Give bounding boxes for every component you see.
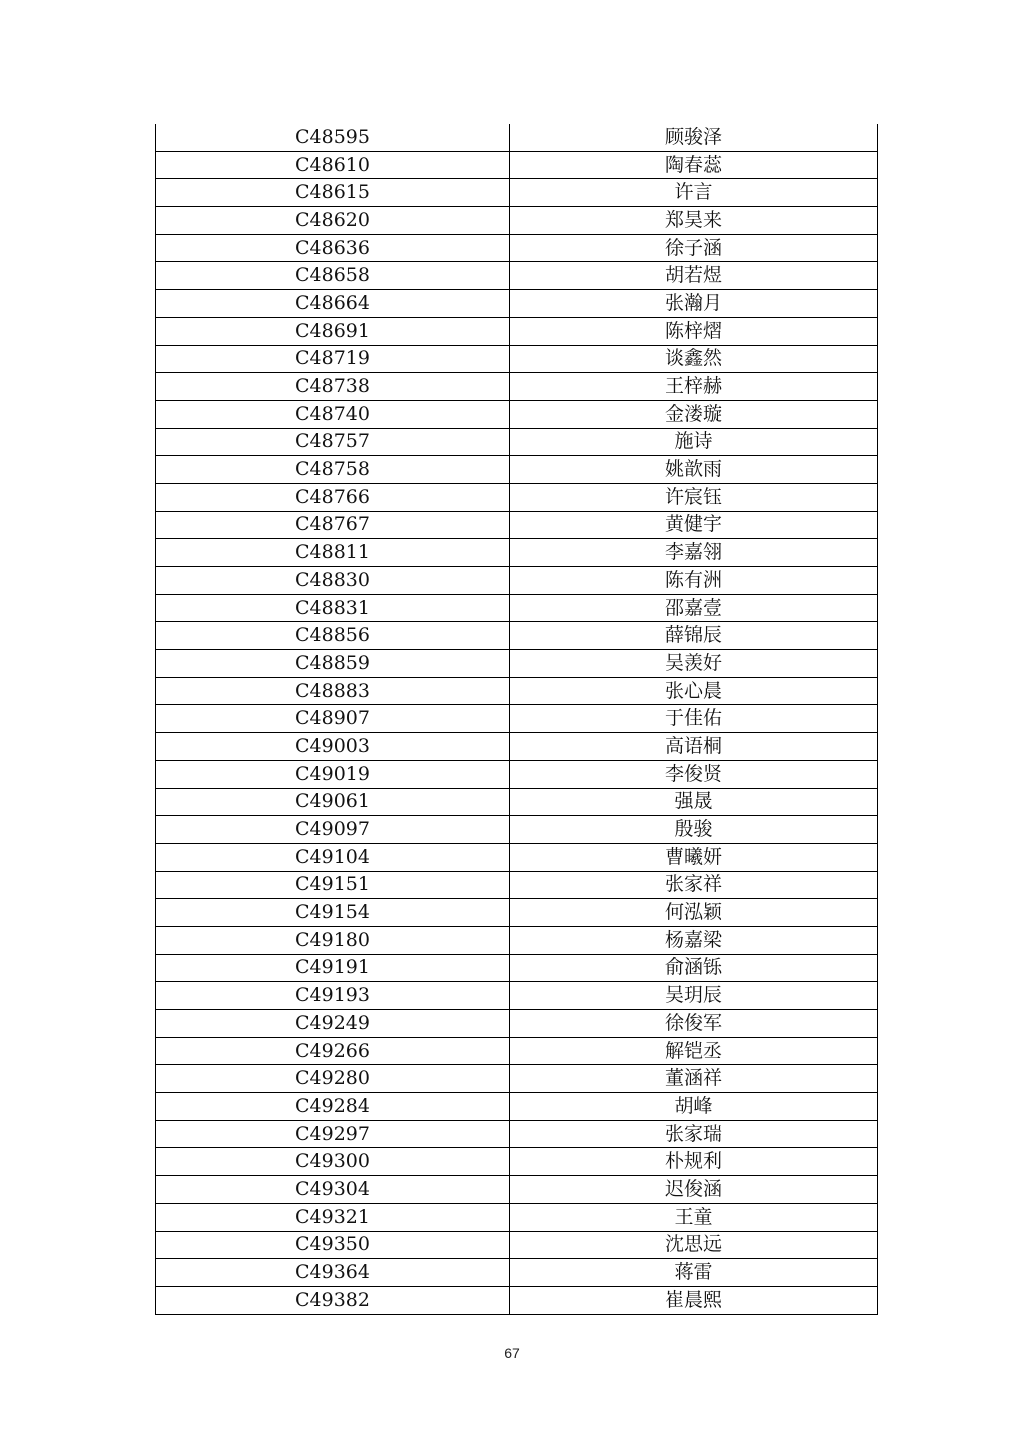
name-cell: 张心晨 [510,677,878,705]
name-cell: 张家祥 [510,871,878,899]
id-cell: C49019 [156,760,510,788]
id-cell: C49154 [156,899,510,927]
name-cell: 李俊贤 [510,760,878,788]
table-row [156,733,878,761]
table-row [156,207,878,235]
table-row [156,622,878,650]
table-row [156,760,878,788]
table-row [156,567,878,595]
table-row [156,373,878,401]
table-row [156,234,878,262]
name-cell: 郑昊来 [510,207,878,235]
name-cell: 吴玥辰 [510,982,878,1010]
table-row [156,954,878,982]
table-row [156,179,878,207]
id-cell: C48811 [156,539,510,567]
id-cell: C48691 [156,317,510,345]
id-cell: C49382 [156,1286,510,1314]
table-row [156,290,878,318]
id-cell: C49304 [156,1176,510,1204]
name-cell: 黄健宇 [510,511,878,539]
table-row [156,400,878,428]
name-cell: 顾骏泽 [510,124,878,151]
table-row [156,345,878,373]
table-row [156,677,878,705]
name-cell: 朴规利 [510,1148,878,1176]
id-cell: C49180 [156,926,510,954]
id-cell: C48767 [156,511,510,539]
name-cell: 吴羡好 [510,650,878,678]
id-cell: C49191 [156,954,510,982]
name-cell: 董涵祥 [510,1065,878,1093]
name-cell: 张瀚月 [510,290,878,318]
table-row [156,926,878,954]
name-cell: 何泓颖 [510,899,878,927]
table-row [156,843,878,871]
table-row [156,594,878,622]
table-row [156,1286,878,1314]
id-cell: C48883 [156,677,510,705]
table-row [156,1120,878,1148]
table-body [156,124,878,1314]
name-cell: 李嘉翎 [510,539,878,567]
table-row [156,1203,878,1231]
id-cell: C48766 [156,483,510,511]
table-row [156,428,878,456]
name-cell: 曹曦妍 [510,843,878,871]
name-cell: 崔晨熙 [510,1286,878,1314]
table-row [156,124,878,151]
id-cell: C48636 [156,234,510,262]
name-cell: 张家瑞 [510,1120,878,1148]
name-cell: 徐子涵 [510,234,878,262]
table-row [156,1231,878,1259]
name-cell: 薛锦辰 [510,622,878,650]
id-cell: C49364 [156,1259,510,1287]
id-cell: C49104 [156,843,510,871]
name-cell: 俞涵铄 [510,954,878,982]
table-row [156,871,878,899]
name-cell: 许言 [510,179,878,207]
id-cell: C48658 [156,262,510,290]
id-cell: C49297 [156,1120,510,1148]
id-cell: C49249 [156,1010,510,1038]
table-row [156,650,878,678]
table-row [156,317,878,345]
name-cell: 胡峰 [510,1093,878,1121]
name-cell: 谈鑫然 [510,345,878,373]
name-cell: 徐俊军 [510,1010,878,1038]
id-cell: C48664 [156,290,510,318]
table-row [156,483,878,511]
table-row [156,982,878,1010]
id-cell: C49266 [156,1037,510,1065]
id-cell: C49284 [156,1093,510,1121]
id-cell: C49280 [156,1065,510,1093]
id-cell: C48859 [156,650,510,678]
table-row [156,1148,878,1176]
name-cell: 陈梓熠 [510,317,878,345]
table-row [156,1093,878,1121]
id-cell: C48615 [156,179,510,207]
table-row [156,816,878,844]
id-cell: C49003 [156,733,510,761]
name-cell: 金溇璇 [510,400,878,428]
name-cell: 陶春蕊 [510,151,878,179]
id-cell: C49300 [156,1148,510,1176]
id-cell: C48758 [156,456,510,484]
table-row [156,1010,878,1038]
name-cell: 迟俊涵 [510,1176,878,1204]
table-row [156,899,878,927]
table-row [156,705,878,733]
id-cell: C48719 [156,345,510,373]
id-cell: C48610 [156,151,510,179]
table-row [156,539,878,567]
name-cell: 王梓赫 [510,373,878,401]
id-cell: C49151 [156,871,510,899]
name-cell: 杨嘉梁 [510,926,878,954]
name-cell: 殷骏 [510,816,878,844]
id-cell: C48757 [156,428,510,456]
name-cell: 许宸钰 [510,483,878,511]
table-row [156,456,878,484]
name-cell: 沈思远 [510,1231,878,1259]
id-cell: C48620 [156,207,510,235]
name-list-table [155,124,878,1315]
table-row [156,1037,878,1065]
table-row [156,511,878,539]
id-cell: C48740 [156,400,510,428]
name-cell: 胡若煜 [510,262,878,290]
id-cell: C49097 [156,816,510,844]
table-row [156,1259,878,1287]
id-cell: C49061 [156,788,510,816]
id-cell: C48856 [156,622,510,650]
name-cell: 解铠丞 [510,1037,878,1065]
name-cell: 陈有洲 [510,567,878,595]
page-number: 67 [504,1345,520,1361]
id-cell: C49193 [156,982,510,1010]
name-cell: 于佳佑 [510,705,878,733]
id-cell: C48907 [156,705,510,733]
name-cell: 强晟 [510,788,878,816]
id-cell: C48738 [156,373,510,401]
table-row [156,788,878,816]
name-cell: 高语桐 [510,733,878,761]
id-cell: C48831 [156,594,510,622]
name-cell: 王童 [510,1203,878,1231]
name-cell: 姚歆雨 [510,456,878,484]
id-cell: C49350 [156,1231,510,1259]
name-cell: 蒋雷 [510,1259,878,1287]
name-cell: 邵嘉壹 [510,594,878,622]
table-row [156,1176,878,1204]
id-cell: C49321 [156,1203,510,1231]
id-cell: C48830 [156,567,510,595]
table-row [156,151,878,179]
id-cell: C48595 [156,124,510,151]
name-cell: 施诗 [510,428,878,456]
table-row [156,1065,878,1093]
table-row [156,262,878,290]
